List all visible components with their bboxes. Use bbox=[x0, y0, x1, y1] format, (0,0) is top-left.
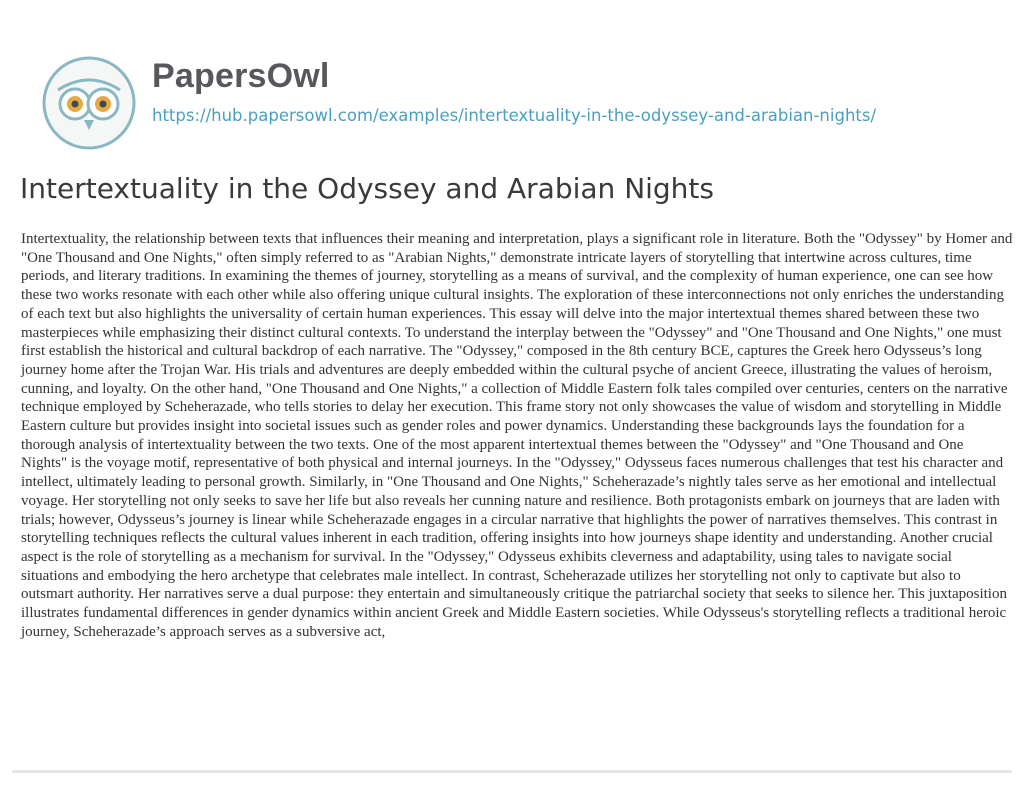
article-url[interactable]: https://hub.papersowl.com/examples/intertextuality-in-the-odyssey-and-arabian-nights/ bbox=[152, 106, 877, 125]
article-body: Intertextuality, the relationship between texts that influences their meaning and interpretation, plays a significant role in literature. Both the "Odyssey" by Homer and "One Thousand and One Nights," often simply referred to as "Arabian Nights," demonstrate intricate layers of storytelling that intertwine across cultures, time periods, and literary traditions. In examining the themes of journey, storytelling as a means of survival, and the complexity of human experience, one can see how these two works resonate with each other while also offering unique cultural insights. The exploration of these interconnections not only enriches the understanding of each text but also highlights the universality of certain human experiences. This essay will delve into the major intertextual themes shared between these two masterpieces while emphasizing their distinct cultural contexts. To understand the interplay between the "Odyssey" and "One Thousand and One Nights," one must first establish the historical and cultural backdrop of each narrative. The "Odyssey," composed in the 8th century BCE, captures the Greek hero Odysseus’s long journey home after the Trojan War. His trials and adventures are deeply embedded within the cultural psyche of ancient Greece, illustrating the values of heroism, cunning, and loyalty. On the other hand, "One Thousand and One Nights," a collection of Middle Eastern folk tales compiled over centuries, centers on the narrative technique employed by Scheherazade, who tells stories to delay her execution. This frame story not only showcases the value of wisdom and storytelling in Middle Eastern culture but provides insight into societal issues such as gender roles and power dynamics. Understanding these backgrounds lays the foundation for a thorough analysis of intertextuality between the two texts. One of the most apparent intertextual themes between the "Odyssey" and "One Thousand and One Nights" is the voyage motif, representative of both physical and internal journeys. In the "Odyssey," Odysseus faces numerous challenges that test his character and intellect, ultimately leading to personal growth. Similarly, in "One Thousand and One Nights," Scheherazade’s nightly tales serve as her emotional and intellectual voyage. Her storytelling not only seeks to save her life but also reveals her cunning nature and resilience. Both protagonists embark on journeys that are laden with trials; however, Odysseus’s journey is linear while Scheherazade engages in a circular narrative that highlights the power of narratives themselves. This contrast in storytelling techniques reflects the cultural values inherent in each tradition, offering insights into how journeys shape identity and understanding. Another crucial aspect is the role of storytelling as a mechanism for survival. In the "Odyssey," Odysseus exhibits cleverness and adaptability, using tales to navigate social situations and embodying the hero archetype that celebrates male intellect. In contrast, Scheherazade utilizes her storytelling not only to captivate but also to outsmart authority. Her narratives serve a dual purpose: they entertain and simultaneously critique the patriarchal society that seeks to silence her. This juxtaposition illustrates fundamental differences in gender dynamics within ancient Greek and Middle Eastern societies. While Odysseus's storytelling reflects a traditional heroic journey, Scheherazade’s approach serves as a subversive act, bbox=[21, 231, 1013, 640]
brand-name[interactable]: PapersOwl bbox=[152, 57, 330, 95]
footer-divider bbox=[12, 770, 1012, 773]
site-header bbox=[0, 0, 1024, 160]
article-title: Intertextuality in the Odyssey and Arabian Nights bbox=[20, 172, 714, 205]
owl-logo-icon[interactable] bbox=[42, 56, 136, 150]
